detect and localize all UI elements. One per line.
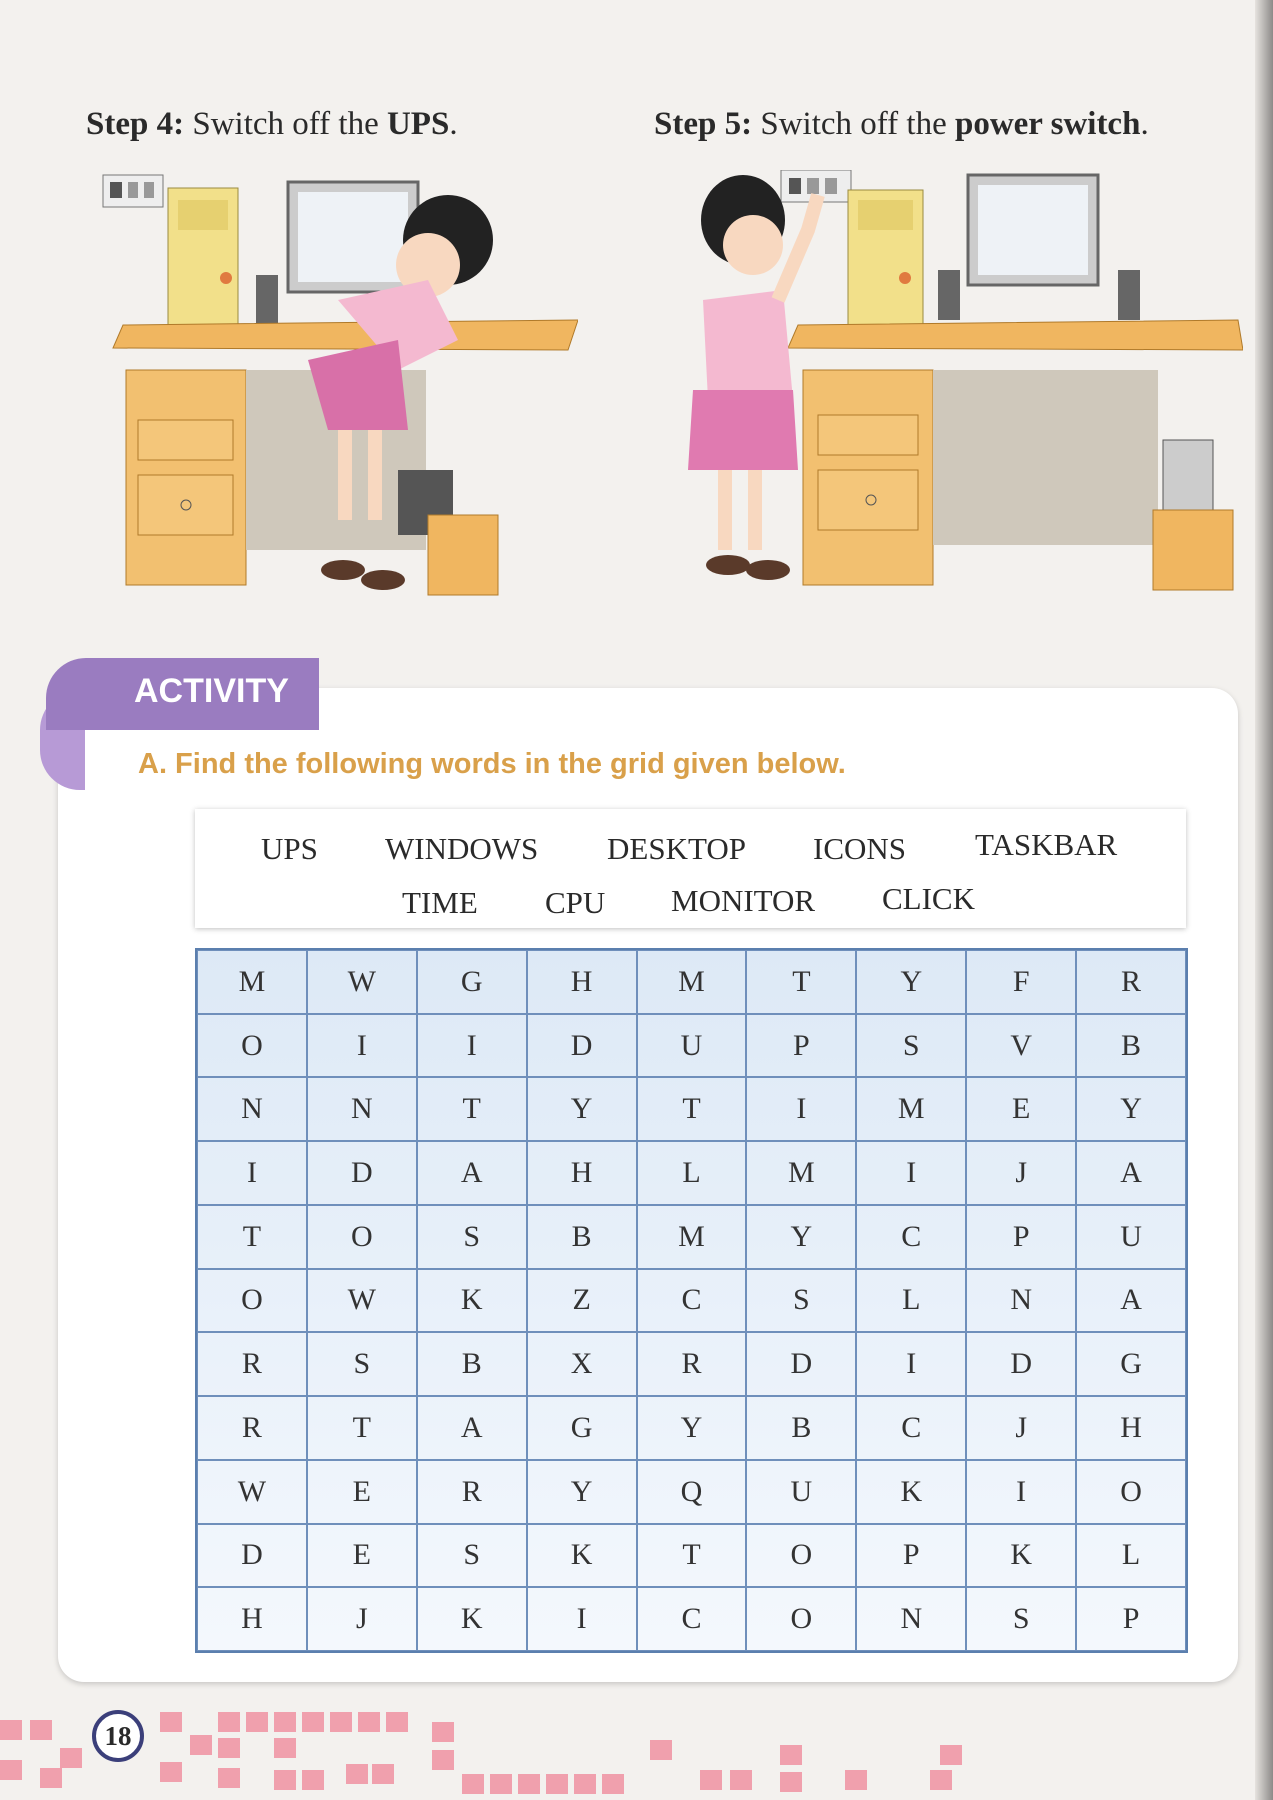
step-5-end: . [1140,106,1149,142]
grid-cell[interactable]: A [417,1396,527,1460]
grid-cell[interactable]: Y [856,950,966,1014]
grid-cell[interactable]: T [637,1077,747,1141]
grid-cell[interactable]: H [197,1587,307,1651]
grid-cell[interactable]: Z [527,1269,637,1333]
decorative-square [462,1774,484,1794]
grid-cell[interactable]: B [417,1332,527,1396]
word-item: TIME [402,885,478,920]
grid-cell[interactable]: U [637,1014,747,1078]
word-item: WINDOWS [385,831,539,866]
decorative-square [780,1772,802,1792]
grid-cell[interactable]: M [746,1141,856,1205]
decorative-square [160,1712,182,1732]
decorative-square [372,1764,394,1784]
decorative-square [845,1770,867,1790]
word-item: TASKBAR [975,827,1118,862]
decorative-square [346,1764,368,1784]
grid-cell[interactable]: K [527,1524,637,1588]
decorative-square [940,1745,962,1765]
grid-cell[interactable]: J [966,1396,1076,1460]
grid-cell[interactable]: D [197,1524,307,1588]
decorative-square [274,1712,296,1732]
decorative-square [60,1748,82,1768]
grid-cell[interactable]: Q [637,1460,747,1524]
grid-cell[interactable]: K [966,1524,1076,1588]
decorative-square [218,1768,240,1788]
grid-cell[interactable]: N [856,1587,966,1651]
grid-cell[interactable]: R [637,1332,747,1396]
grid-cell[interactable]: T [417,1077,527,1141]
grid-cell[interactable]: I [856,1141,966,1205]
grid-cell[interactable]: T [197,1205,307,1269]
decorative-square [602,1774,624,1794]
grid-cell[interactable]: H [1076,1396,1186,1460]
grid-cell[interactable]: W [307,950,417,1014]
grid-cell[interactable]: O [746,1587,856,1651]
grid-cell[interactable]: O [746,1524,856,1588]
grid-cell[interactable]: C [856,1205,966,1269]
grid-cell[interactable]: U [746,1460,856,1524]
grid-cell[interactable]: T [746,950,856,1014]
grid-cell[interactable]: R [197,1332,307,1396]
decorative-square [490,1774,512,1794]
grid-cell[interactable]: S [966,1587,1076,1651]
step-4-label: Step 4: [86,106,185,142]
decorative-square [246,1712,268,1732]
grid-cell[interactable]: D [966,1332,1076,1396]
grid-cell[interactable]: H [527,950,637,1014]
grid-cell[interactable]: Y [527,1077,637,1141]
decorative-square [432,1750,454,1770]
grid-cell[interactable]: P [966,1205,1076,1269]
grid-cell[interactable]: I [527,1587,637,1651]
grid-cell[interactable]: I [746,1077,856,1141]
word-item: UPS [261,831,318,866]
grid-cell[interactable]: P [1076,1587,1186,1651]
grid-cell[interactable]: Y [527,1460,637,1524]
grid-cell[interactable]: P [856,1524,966,1588]
grid-cell[interactable]: M [197,950,307,1014]
grid-cell[interactable]: K [856,1460,966,1524]
grid-cell[interactable]: L [856,1269,966,1333]
decorative-square [432,1722,454,1742]
grid-cell[interactable]: I [417,1014,527,1078]
grid-cell[interactable]: T [637,1524,747,1588]
grid-cell[interactable]: Y [1076,1077,1186,1141]
grid-cell[interactable]: E [307,1524,417,1588]
grid-cell[interactable]: Y [746,1205,856,1269]
step-4-end: . [449,106,458,142]
word-item: MONITOR [671,883,816,918]
decorative-square [0,1720,22,1740]
grid-cell[interactable]: G [527,1396,637,1460]
step-4-caption [86,106,458,143]
word-item: DESKTOP [607,831,746,866]
grid-cell[interactable]: S [746,1269,856,1333]
step-5-caption [654,106,1149,143]
decorative-square [386,1712,408,1732]
decorative-square [302,1770,324,1790]
grid-cell[interactable]: S [417,1524,527,1588]
word-item: ICONS [813,831,907,866]
grid-cell[interactable]: A [1076,1141,1186,1205]
decorative-square [700,1770,722,1790]
grid-cell[interactable]: K [417,1269,527,1333]
grid-cell[interactable]: S [856,1014,966,1078]
grid-cell[interactable]: F [966,950,1076,1014]
word-item: CPU [545,885,606,920]
grid-cell[interactable]: C [856,1396,966,1460]
decorative-square [274,1770,296,1790]
grid-cell[interactable]: M [856,1077,966,1141]
grid-cell[interactable]: B [1076,1014,1186,1078]
grid-cell[interactable]: O [197,1014,307,1078]
activity-tag: ACTIVITY [46,658,319,730]
grid-cell[interactable]: B [746,1396,856,1460]
grid-cell[interactable]: B [527,1205,637,1269]
decorative-square [930,1770,952,1790]
decorative-square [518,1774,540,1794]
grid-cell[interactable]: L [1076,1524,1186,1588]
decorative-square [358,1712,380,1732]
grid-cell[interactable]: O [1076,1460,1186,1524]
grid-cell[interactable]: Y [637,1396,747,1460]
grid-cell[interactable]: C [637,1269,747,1333]
grid-cell[interactable]: W [197,1460,307,1524]
grid-cell[interactable]: C [637,1587,747,1651]
grid-cell[interactable]: W [307,1269,417,1333]
grid-cell[interactable]: X [527,1332,637,1396]
grid-cell[interactable]: I [966,1460,1076,1524]
grid-cell[interactable]: N [197,1077,307,1141]
grid-cell[interactable]: U [1076,1205,1186,1269]
grid-cell[interactable]: N [966,1269,1076,1333]
decorative-square [574,1774,596,1794]
grid-cell[interactable]: M [637,950,747,1014]
grid-cell[interactable]: S [417,1205,527,1269]
decorative-square [302,1712,324,1732]
step-5-label: Step 5: [654,106,753,142]
grid-cell[interactable]: I [307,1014,417,1078]
grid-cell[interactable]: L [637,1141,747,1205]
decorative-square [274,1738,296,1758]
grid-cell[interactable]: O [197,1269,307,1333]
decorative-square [218,1712,240,1732]
grid-cell[interactable]: J [966,1141,1076,1205]
step-5-bold: power switch [954,106,1141,142]
grid-cell[interactable]: I [856,1332,966,1396]
decorative-square [546,1774,568,1794]
grid-cell[interactable]: A [417,1141,527,1205]
grid-cell[interactable]: G [417,950,527,1014]
decorative-square [190,1735,212,1755]
page-number: 18 [92,1710,144,1762]
grid-cell[interactable]: D [307,1141,417,1205]
grid-cell[interactable]: A [1076,1269,1186,1333]
activity-instruction: A. Find the following words in the grid given below. [138,748,846,780]
grid-cell[interactable]: S [307,1332,417,1396]
decorative-square [30,1720,52,1740]
grid-cell[interactable]: H [527,1141,637,1205]
grid-cell[interactable]: V [966,1014,1076,1078]
word-item: CLICK [882,881,975,916]
grid-cell[interactable]: R [197,1396,307,1460]
grid-cell[interactable]: R [1076,950,1186,1014]
decorative-square [0,1760,22,1780]
grid-cell[interactable]: E [966,1077,1076,1141]
word-search-grid [195,948,1188,1653]
grid-cell[interactable]: E [307,1460,417,1524]
grid-cell[interactable]: N [307,1077,417,1141]
grid-cell[interactable]: O [307,1205,417,1269]
grid-cell[interactable]: P [746,1014,856,1078]
grid-cell[interactable]: R [417,1460,527,1524]
decorative-square [650,1740,672,1760]
decorative-square [330,1712,352,1732]
decorative-square [780,1745,802,1765]
grid-cell[interactable]: I [197,1141,307,1205]
grid-cell[interactable]: D [527,1014,637,1078]
grid-cell[interactable]: M [637,1205,747,1269]
grid-cell[interactable]: T [307,1396,417,1460]
decorative-square [730,1770,752,1790]
step-4-text: Switch off the [192,106,387,142]
illustration-switch-off-ups [98,170,578,605]
step-5-text: Switch off the [760,106,955,142]
grid-cell[interactable]: J [307,1587,417,1651]
step-4-bold: UPS [386,106,450,142]
decorative-square [40,1768,62,1788]
grid-cell[interactable]: G [1076,1332,1186,1396]
grid-cell[interactable]: D [746,1332,856,1396]
decorative-square [218,1738,240,1758]
decorative-square [160,1762,182,1782]
word-list-box [195,809,1186,928]
page-edge [1255,0,1273,1800]
grid-cell[interactable]: K [417,1587,527,1651]
illustration-switch-off-power [683,170,1243,605]
